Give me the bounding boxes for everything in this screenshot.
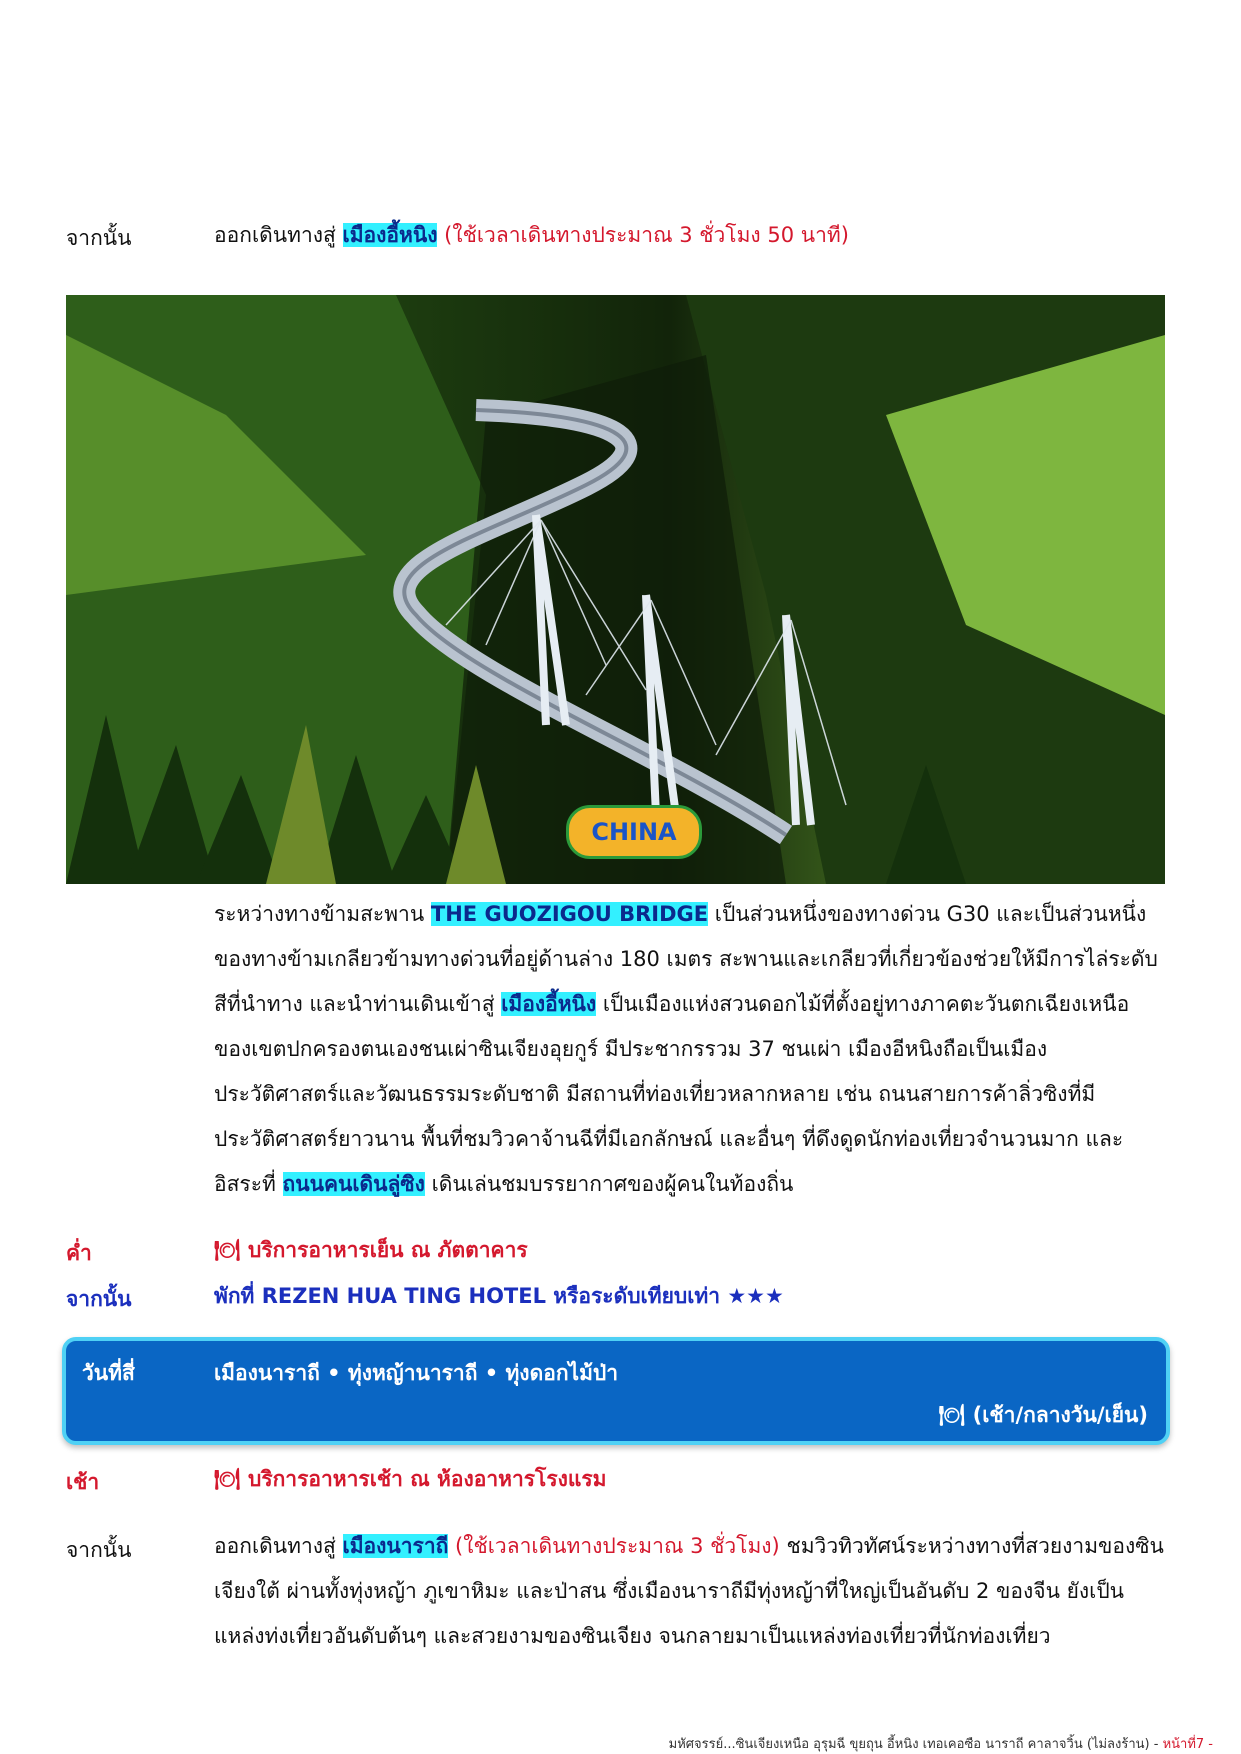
bridge-description [66, 892, 1165, 1202]
bridge-illustration [66, 295, 1165, 884]
travel-text: ออกเดินทางสู่ เมืองอี้หนิง (ใช้เวลาเดินทางประมาณ 3 ชั่วโมง 50 นาที) [214, 223, 849, 247]
footer-text: มหัศจรรย์...ซินเจียงเหนือ อุรุมฉี ขุยถุน อี้หนิง เทอเคอซือ นาราถี คาลาจวิ้น (ไม่ลงร้าน) - [668, 1737, 1159, 1752]
description-text: ระหว่างทางข้ามสะพาน THE GUOZIGOU BRIDGE เป็นส่วนหนึ่งของทางด่วน G30 และเป็นส่วนหนึ่งของทางข้ามเกลียวข้ามทางด่วนที่อยู่ด้านล่าง 180 เมตร สะพานและเกลียวที่เกี่ยวข้องช่วยให้มีการไล่ระดับสีที่นำทาง และนำท่านเดินเข้าสู่ เมืองอี้หนิง เป็นเมืองแห่งสวนดอกไม้ที่ตั้งอยู่ทางภาคตะวันตกเฉียงเหนือของเขตปกครองตนเองชนเผ่าซินเจียงอุยกูร์ มีประชากรรวม 37 ชนเผ่า เมืองอีหนิงถือเป็นเมืองประวัติศาสตร์และวัฒนธรรมระดับชาติ มีสถานที่ท่องเที่ยวหลากหลาย เช่น ถนนสายการค้าลิ่วซิงที่มีประวัติศาสตร์ยาวนาน พื้นที่ชมวิวคาจ้านฉีที่มีเอกลักษณ์ และอื่นๆ ที่ดึงดูดนักท่องเที่ยวจำนวนมาก และอิสระที่ ถนนคนเดินลู่ซิง เดินเล่นชมบรรยากาศของผู้คนในท้องถิ่น [214, 902, 1158, 1196]
section-travel-yining [66, 222, 1165, 262]
travel-duration-2: (ใช้เวลาเดินทางประมาณ 3 ชั่วโมง) [455, 1534, 780, 1558]
dinner-row [66, 1237, 1165, 1277]
highlight-walking-street: ถนนคนเดินลู่ซิง [282, 1172, 425, 1196]
page-footer [669, 1733, 1213, 1754]
dinner-text: บริการอาหารเย็น ณ ภัตตาคาร [247, 1238, 528, 1262]
dish-icon: 🍽 [938, 1403, 966, 1427]
highlight-bridge: THE GUOZIGOU BRIDGE [430, 902, 709, 926]
travel-text-2: ออกเดินทางสู่ เมืองนาราถี (ใช้เวลาเดินทางประมาณ 3 ชั่วโมง) ชมวิวทิวทัศน์ระหว่างทางที่สวยงามของซินเจียงใต้ ผ่านทั้งทุ่งหญ้า ภูเขาหิมะ และป่าสน ซึ่งเมืองนาราถีมีทุ่งหญ้าที่ใหญ่เป็นอันดับ 2 ของจีน ยังเป็นแหล่งท่งเที่ยวอันดับต้นๆ และสวยงามของซินเจียง จนกลายมาเป็นแหล่งท่องเที่ยวที่นักท่องเที่ยว [214, 1534, 1164, 1648]
breakfast-row [66, 1466, 1165, 1506]
section-travel-nalati [66, 1524, 1165, 1674]
time-label: จากนั้น [66, 1538, 132, 1562]
hotel-row [66, 1283, 1165, 1323]
travel-duration: (ใช้เวลาเดินทางประมาณ 3 ชั่วโมง 50 นาที) [444, 223, 849, 247]
day-meals: (เช้า/กลางวัน/เย็น) [972, 1403, 1148, 1427]
time-label: จากนั้น [66, 226, 132, 250]
page-number: หน้าที่7 - [1162, 1737, 1213, 1752]
highlight-nalati: เมืองนาราถี [342, 1534, 449, 1558]
day-title: เมืองนาราถี • ทุ่งหญ้านาราถี • ทุ่งดอกไม้ป่า [214, 1361, 619, 1385]
dish-icon: 🍽 [214, 1238, 241, 1262]
hotel-text: พักที่ REZEN HUA TING HOTEL หรือระดับเทียบเท่า [214, 1284, 721, 1308]
day-banner [62, 1337, 1170, 1445]
breakfast-text: บริการอาหารเช้า ณ ห้องอาหารโรงแรม [247, 1467, 607, 1491]
china-logo: CHINA [566, 805, 702, 859]
breakfast-label: เช้า [66, 1470, 100, 1494]
day-label: วันที่สี่ [82, 1361, 135, 1385]
highlight-yining-2: เมืองอี้หนิง [501, 992, 597, 1016]
bridge-photo [66, 295, 1165, 884]
hotel-label: จากนั้น [66, 1287, 132, 1311]
dish-icon: 🍽 [214, 1467, 241, 1491]
highlight-yining: เมืองอี้หนิง [342, 223, 438, 247]
star-icons: ★★★ [727, 1284, 784, 1308]
dinner-label: ค่ำ [66, 1241, 92, 1265]
